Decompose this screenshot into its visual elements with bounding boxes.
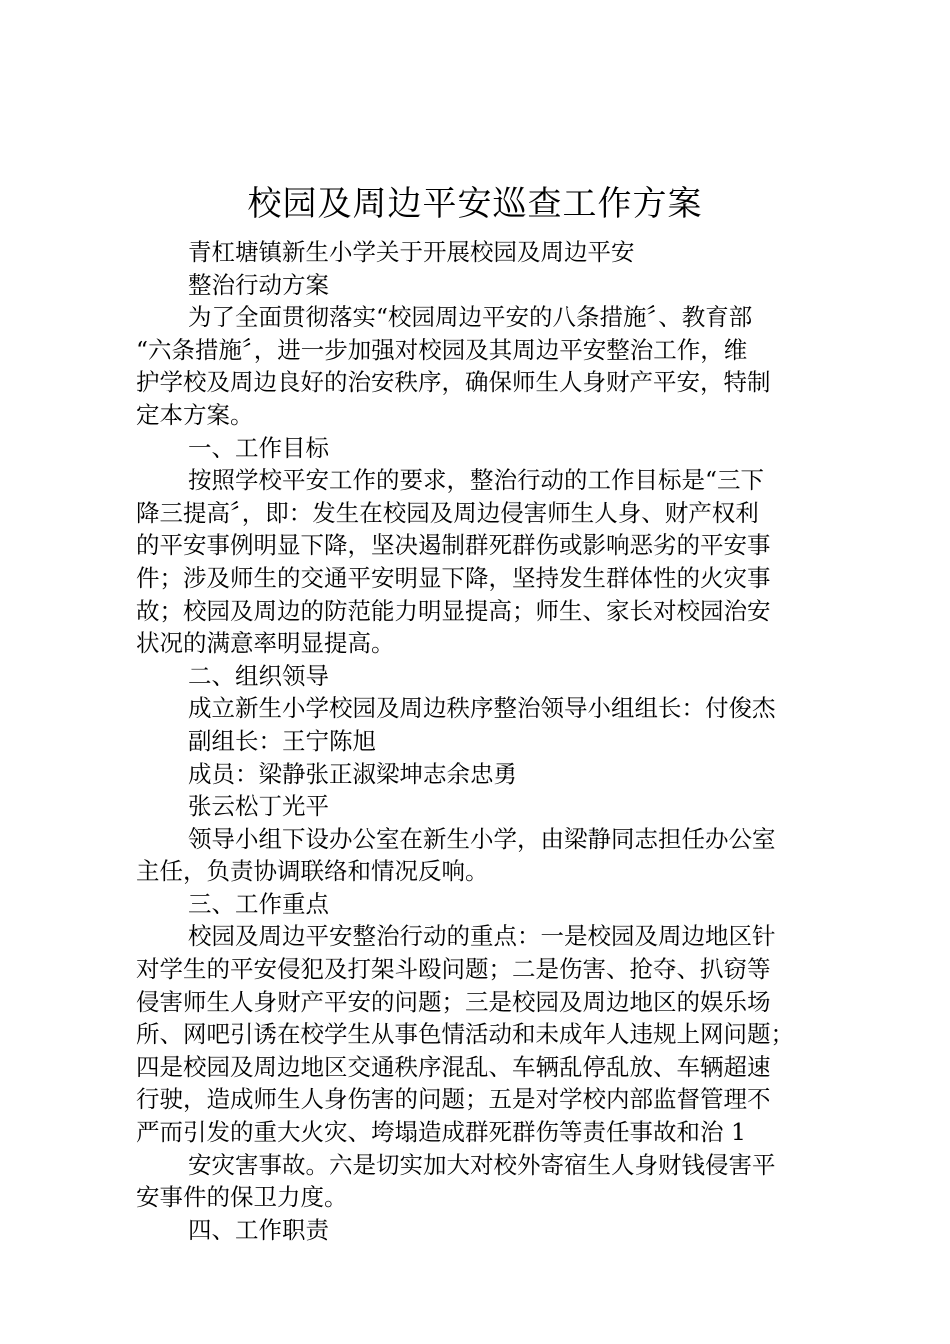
text-line: 成员：梁静张正淑梁坤志余忠勇 (188, 759, 517, 788)
document-title: 校园及周边平安巡查工作方案 (247, 184, 703, 224)
text-line: 为了全面贯彻落实“校园周边平安的八条措施〞、教育部 (188, 303, 753, 332)
section-heading: 三、工作重点 (188, 889, 329, 918)
text-line: 校园及周边平安整治行动的重点：一是校园及周边地区针 (188, 922, 776, 951)
text-line: 故；校园及周边的防范能力明显提高；师生、家长对校园治安 (136, 596, 771, 625)
text-line: 所、网吧引诱在校学生从事色情活动和未成年人违规上网问题； (136, 1020, 794, 1049)
text-line: “六条措施〞，进一步加强对校园及其周边平安整治工作，维 (136, 335, 748, 364)
text-line: 护学校及周边良好的治安秩序，确保师生人身财产平安，特制 (136, 368, 771, 397)
section-heading: 四、工作职责 (188, 1215, 329, 1244)
text-line: 成立新生小学校园及周边秩序整治领导小组组长：付俊杰 (188, 694, 776, 723)
text-line: 张云松丁光平 (188, 792, 329, 821)
text-line: 件；涉及师生的交通平安明显下降，坚持发生群体性的火灾事 (136, 563, 771, 592)
text-line: 对学生的平安侵犯及打架斗殴问题；二是伤害、抢夺、扒窃等 (136, 955, 771, 984)
text-line: 侵害师生人身财产平安的问题；三是校园及周边地区的娱乐场 (136, 987, 771, 1016)
text-line: 安灾害事故。六是切实加大对校外寄宿生人身财钱侵害平 (188, 1150, 776, 1179)
text-line: 的平安事例明显下降，坚决遏制群死群伤或影响恶劣的平安事 (136, 531, 771, 560)
text-line: 定本方案。 (136, 400, 254, 429)
section-heading: 二、组织领导 (188, 661, 329, 690)
text-line: 降三提高〞，即：发生在校园及周边侵害师生人身、财产权利 (136, 498, 759, 527)
text-line: 四是校园及周边地区交通秩序混乱、车辆乱停乱放、车辆超速 (136, 1052, 771, 1081)
text-line: 领导小组下设办公室在新生小学，由梁静同志担任办公室 (188, 824, 776, 853)
text-line: 行驶，造成师生人身伤害的问题；五是对学校内部监督管理不 (136, 1085, 771, 1114)
section-heading: 一、工作目标 (188, 433, 329, 462)
text-line: 按照学校平安工作的要求，整治行动的工作目标是“三下 (188, 466, 765, 495)
text-line: 副组长：王宁陈旭 (188, 726, 376, 755)
text-line: 状况的满意率明显提高。 (136, 629, 395, 658)
text-line: 整治行动方案 (188, 270, 329, 299)
text-line: 安事件的保卫力度。 (136, 1183, 348, 1212)
document-body (136, 236, 836, 1246)
text-line: 严而引发的重大火灾、垮塌造成群死群伤等责任事故和治 1 (136, 1118, 746, 1147)
text-line: 青杠塘镇新生小学关于开展校园及周边平安 (188, 238, 635, 266)
text-line: 主任，负责协调联络和情况反响。 (136, 857, 489, 886)
